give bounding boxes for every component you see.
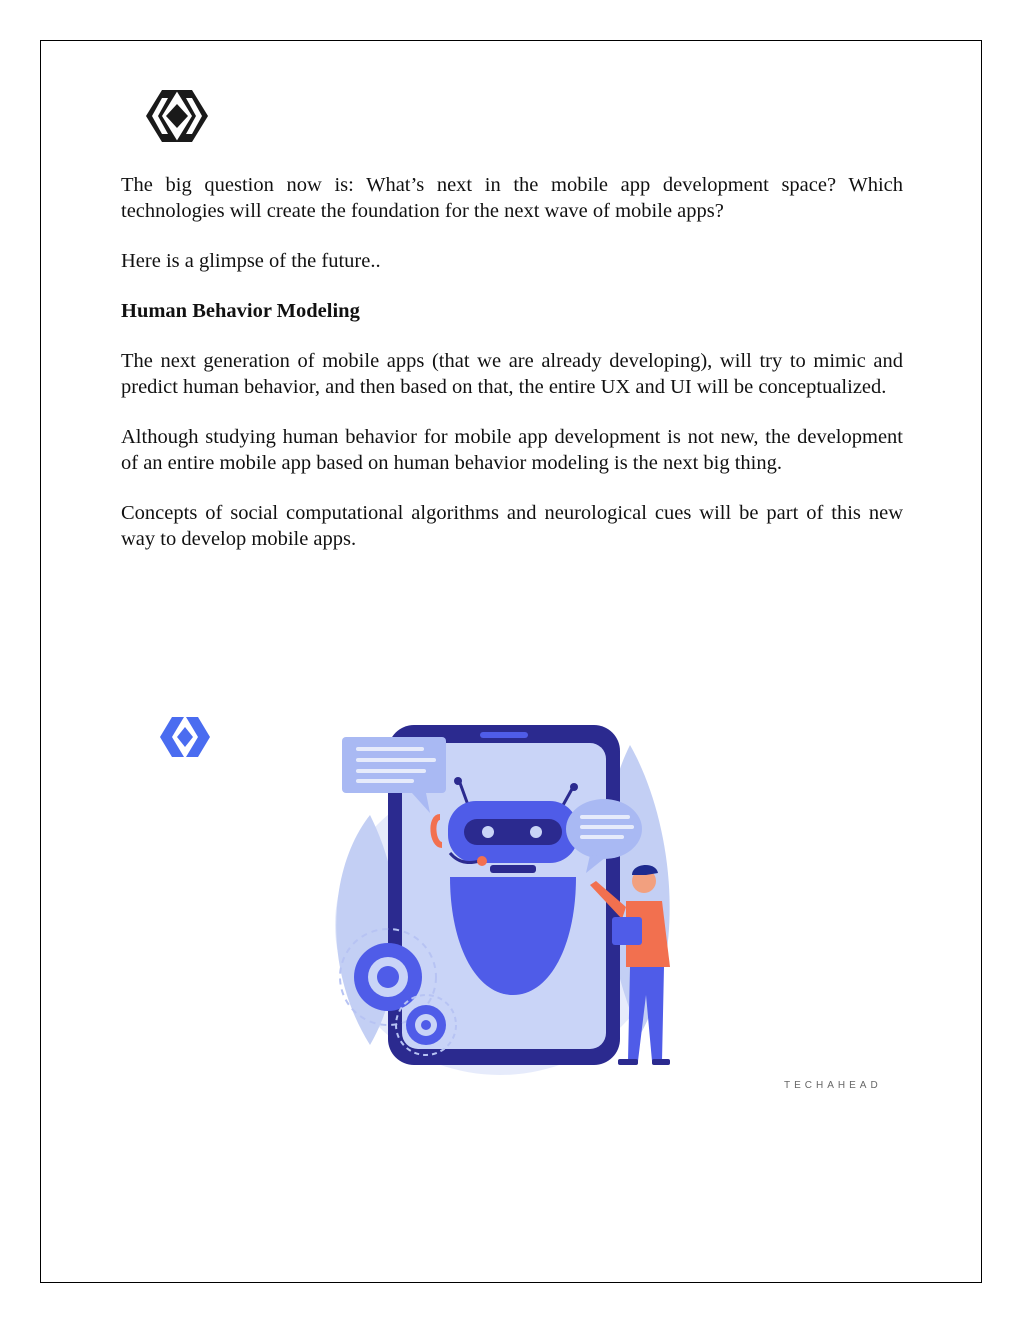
techahead-logo-icon <box>140 84 214 148</box>
techahead-brand-text: TECHAHEAD <box>784 1080 882 1091</box>
body-paragraph-2: Although studying human behavior for mobile app development is not new, the development of an entire mobile app based on human behavior modeling is the next big thing. <box>121 426 903 474</box>
document-body <box>121 172 903 576</box>
chatbot-illustration <box>150 705 890 1105</box>
intro-paragraph: The big question now is: What’s next in the mobile app development space? Which technologies will create the foundation for the next wave of mobile apps? <box>121 174 903 222</box>
techahead-logo-blue-icon <box>160 717 210 757</box>
body-paragraph-1: The next generation of mobile apps (that we are already developing), will try to mimic and predict human behavior, and then based on that, the entire UX and UI will be conceptualized. <box>121 350 903 398</box>
glimpse-paragraph: Here is a glimpse of the future.. <box>121 250 381 272</box>
section-heading: Human Behavior Modeling <box>121 300 360 322</box>
body-paragraph-3: Concepts of social computational algorithms and neurological cues will be part of this new way to develop mobile apps. <box>121 502 903 550</box>
